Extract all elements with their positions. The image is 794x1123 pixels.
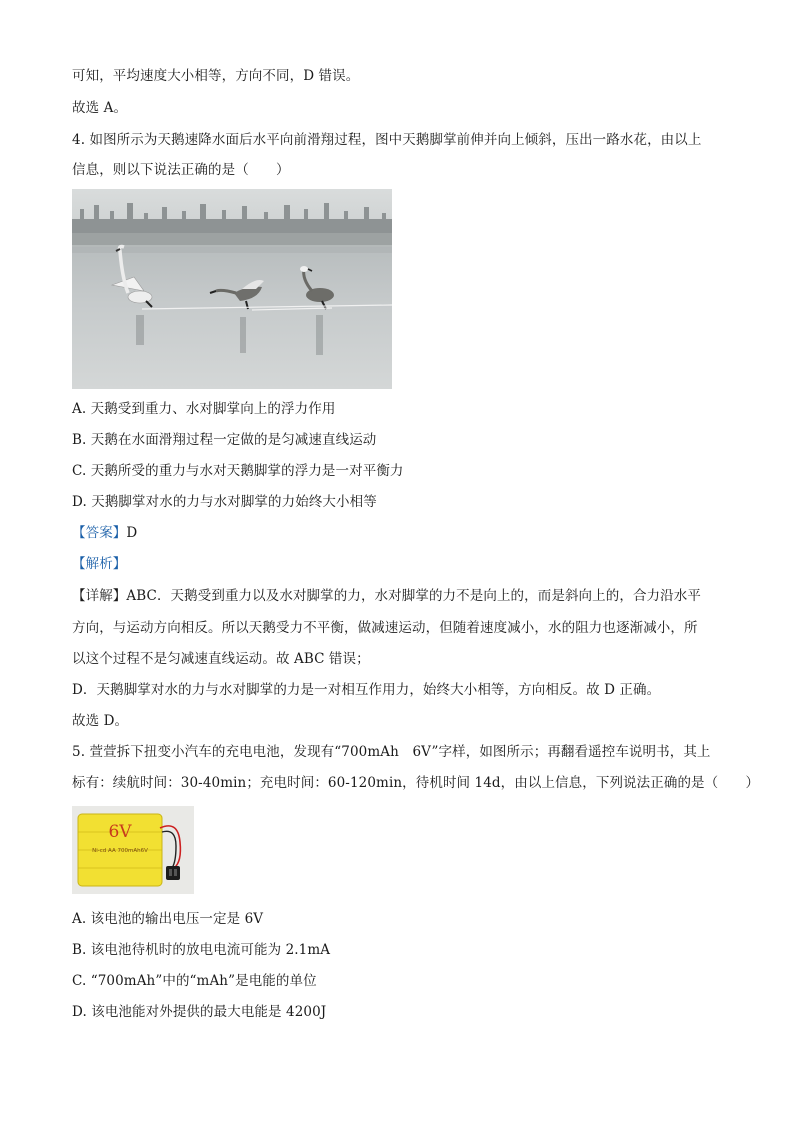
q4-answer [72, 524, 137, 542]
q5-option-b: B. 该电池待机时的放电电流可能为 2.1mA [72, 942, 331, 958]
battery-spec-label: Ni-cd AA 700mAh6V [92, 848, 148, 854]
q5-option-c: C. “700mAh”中的“mAh”是电能的单位 [72, 973, 317, 989]
q4-option-b: B. 天鹅在水面滑翔过程一定做的是匀减速直线运动 [72, 432, 377, 448]
battery-photo [72, 806, 194, 898]
q4-option-a: A. 天鹅受到重力、水对脚掌向上的浮力作用 [72, 401, 336, 417]
q4-analysis-tag [72, 555, 126, 573]
detail-text-1: ABC．天鹅受到重力以及水对脚掌的力，水对脚掌的力不是向上的，而是斜向上的，合力沿水平 [126, 588, 701, 604]
q5-option-a: A. 该电池的输出电压一定是 6V [72, 911, 264, 927]
q5-option-d: D. 该电池能对外提供的最大电能是 4200J [72, 1004, 327, 1020]
detail-tag: 【详解】 [72, 588, 127, 604]
q4-detail-line-3: 以这个过程不是匀减速直线运动。故 ABC 错误； [72, 651, 370, 667]
q4-detail-line-4: D．天鹅脚掌对水的力与水对脚掌的力是一对相互作用力，始终大小相等，方向相反。故 D 正确。 [72, 682, 661, 698]
battery-voltage-label: 6V [108, 822, 132, 842]
prev-conclusion: 故选 A。 [72, 100, 128, 116]
analysis-tag: 【解析】 [72, 556, 127, 572]
answer-tag: 【答案】 [72, 525, 127, 541]
q5-stem-line-1: 5. 萱萱拆下扭变小汽车的充电电池，发现有“700mAh 6V”字样，如图所示；再翻看遥控车说明书，其上 [72, 744, 711, 760]
answer-value: D [126, 525, 138, 541]
q5-stem-line-2: 标有：续航时间：30-40min；充电时间：60-120min，待机时间 14d，由以上信息，下列说法正确的是（ ） [72, 775, 760, 791]
prev-text-1: 可知，平均速度大小相等，方向不同，D 错误。 [72, 68, 360, 84]
q4-detail-line-2: 方向，与运动方向相反。所以天鹅受力不平衡，做减速运动，但随着速度减小，水的阻力也逐渐减小，所 [72, 620, 698, 636]
q4-conclusion: 故选 D。 [72, 713, 129, 729]
q4-stem-line-1: 4. 如图所示为天鹅速降水面后水平向前滑翔过程，图中天鹅脚掌前伸并向上倾斜，压出一路水花，由以上 [72, 132, 702, 148]
q4-option-d: D. 天鹅脚掌对水的力与水对脚掌的力始终大小相等 [72, 494, 377, 510]
q4-detail-line-1 [72, 587, 701, 605]
q4-option-c: C. 天鹅所受的重力与水对天鹅脚掌的浮力是一对平衡力 [72, 463, 404, 479]
q4-stem-line-2: 信息，则以下说法正确的是（ ） [72, 162, 290, 178]
swan-photo [72, 189, 392, 393]
